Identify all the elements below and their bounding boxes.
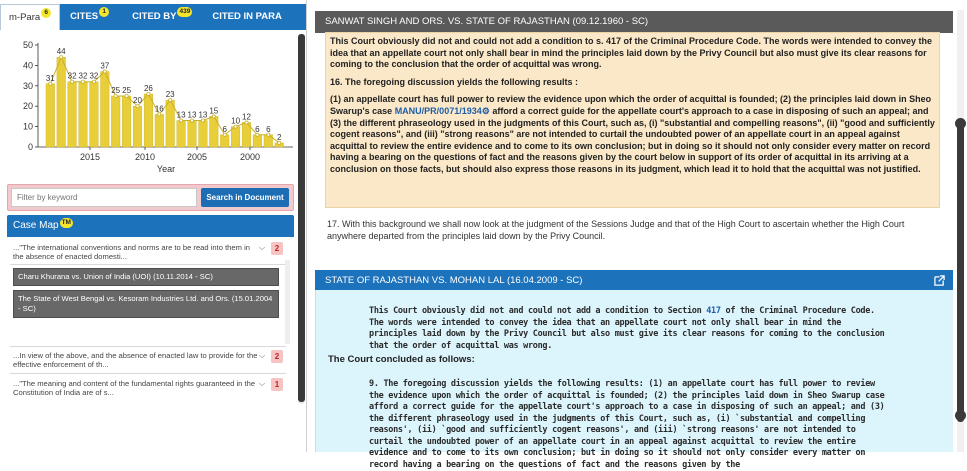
paragraph-17: 17. With this background we shall now look at the judgment of the Sessions Judge and that of the High Court to ascertain whether the High Court anywhere departed from the principles laid down by the Privy Council. xyxy=(327,219,905,241)
bar xyxy=(68,82,77,147)
tab-m-para[interactable] xyxy=(0,4,60,30)
paragraph-text: This Court obviously did not and could not add a condition to Section xyxy=(369,306,707,316)
left-scrollbar-thumb[interactable] xyxy=(298,34,305,402)
divider xyxy=(10,264,286,265)
data-label: 16 xyxy=(154,104,164,114)
y-tick-label: 50 xyxy=(22,40,33,50)
chevron-down-icon[interactable]: ⌵ xyxy=(259,379,266,388)
case-map-header[interactable] xyxy=(7,215,294,237)
bar xyxy=(231,127,240,147)
divider xyxy=(10,373,286,374)
tab-cites[interactable] xyxy=(60,4,117,30)
data-label: 13 xyxy=(198,110,208,120)
x-tick-label: 2015 xyxy=(79,152,101,162)
right-scrollbar[interactable] xyxy=(957,10,964,452)
tab-cited-by[interactable] xyxy=(117,4,200,30)
case-map-item-count: 2 xyxy=(271,242,283,255)
tab-bar xyxy=(0,4,306,30)
tab-cited-by-label: CITED BY xyxy=(132,11,177,22)
bar xyxy=(199,120,208,147)
scroll-knob-bottom[interactable] xyxy=(955,410,966,421)
chevron-down-icon[interactable]: ⌵ xyxy=(259,351,266,360)
data-label: 32 xyxy=(78,71,88,81)
tab-m-para-badge: 6 xyxy=(41,8,51,18)
case-map-item-text: ..."The international conventions and norms are to be read into them in the absence of enacted domesti... xyxy=(13,243,250,261)
bar xyxy=(177,120,186,147)
section-title: STATE OF RAJASTHAN VS. MOHAN LAL (16.04.2009 - SC) xyxy=(325,275,583,286)
bar xyxy=(144,94,153,147)
court-concluded-label: The Court concluded as follows: xyxy=(328,354,475,365)
bar xyxy=(133,106,142,147)
case-map-case-1[interactable]: Charu Khurana vs. Union of India (UOI) (10.11.2014 - SC) xyxy=(13,268,279,286)
bar xyxy=(57,57,66,147)
bar xyxy=(101,72,110,147)
bar xyxy=(111,96,120,147)
bar xyxy=(90,82,99,147)
paragraph xyxy=(330,94,935,175)
bar xyxy=(155,114,164,147)
y-tick-label: 40 xyxy=(22,60,33,71)
highlighted-paragraph xyxy=(325,32,940,208)
bar xyxy=(188,120,197,147)
right-scrollbar-thumb[interactable] xyxy=(957,122,964,422)
data-label: 6 xyxy=(222,124,227,134)
data-label: 2 xyxy=(276,132,282,142)
divider xyxy=(10,346,286,347)
paragraph-text: afford a correct guide for the appellate court's approach to a case in disposing of such an appeal; and (3) the different phraseology used in the judgments of this Court, such as, (i) "substantial and compelling reasons", (ii) "good and sufficiently cogent reasons", and (iii) "strong reasons" are not intended to curtail the undoubted power of an appellate court in an appeal against acquittal to review the entire evidence and to come to its own conclusion; but in doing so it should not only consider every matter on record having a bearing on the questions of fact and the reasons given by the court below in support of its order of acquittal in its arriving at a conclusion on those facts, but should also express those reasons in its judgment, which lead it to hold that the acquittal was not justified. xyxy=(330,105,935,174)
paragraph: This Court obviously did not and could not add a condition to s. 417 of the Criminal Procedure Code. The words were intended to convey the idea that an appellate court not only shall bear in mind the principles laid down by the Privy Council but also must give its clear reasons for coming to the conclusion that the order of acquittal was wrong. xyxy=(330,36,933,70)
y-tick-label: 20 xyxy=(22,101,33,112)
filter-bar xyxy=(7,184,294,211)
case-map-item-text: ...In view of the above, and the absence of enacted law to provide for the effective enforcement of th... xyxy=(13,351,258,369)
y-tick-label: 30 xyxy=(22,80,33,91)
x-tick-label: 2000 xyxy=(239,152,261,162)
filter-keyword-input[interactable] xyxy=(11,188,197,207)
bar xyxy=(166,100,175,147)
data-label: 13 xyxy=(176,110,186,120)
case-map-item-text: ..."The meaning and content of the fundamental rights guaranteed in the Constitution of India are of s... xyxy=(13,379,256,397)
data-label: 6 xyxy=(266,124,271,134)
data-label: 25 xyxy=(122,86,132,95)
bar xyxy=(79,82,88,147)
data-label: 20 xyxy=(133,96,142,106)
data-label: 25 xyxy=(111,86,121,95)
tab-cited-in-para-label: CITED IN PARA xyxy=(212,11,282,22)
case-map-title: Case Map xyxy=(13,220,59,231)
data-label: 6 xyxy=(255,124,260,134)
case-map-item-count: 2 xyxy=(271,350,283,363)
gear-icon[interactable]: ⚙ xyxy=(481,105,490,116)
data-label: 37 xyxy=(100,61,110,71)
right-panel xyxy=(315,0,967,470)
left-panel xyxy=(0,0,307,452)
section-title: SANWAT SINGH AND ORS. VS. STATE OF RAJASTHAN (09.12.1960 - SC) xyxy=(325,16,649,27)
external-link-icon[interactable] xyxy=(934,275,945,286)
section-417-link[interactable]: 417 xyxy=(706,306,721,316)
chevron-down-icon[interactable]: ⌵ xyxy=(259,243,266,252)
x-axis-label: Year xyxy=(156,164,176,174)
cited-excerpt-box xyxy=(315,290,953,470)
paragraph: 16. The foregoing discussion yields the following results : xyxy=(330,76,579,87)
x-tick-label: 2010 xyxy=(134,152,156,162)
x-tick-label: 2005 xyxy=(186,152,208,162)
citations-chart xyxy=(0,32,298,182)
paragraph-text: (1) an appellate court has full power to review the evidence upon which the order of acquittal is founded; (2) the principles laid down in Sheo Swarup's case xyxy=(330,94,932,116)
bar xyxy=(122,96,131,147)
data-label: 12 xyxy=(242,112,251,122)
data-label: 23 xyxy=(165,90,175,100)
data-label: 13 xyxy=(187,110,197,120)
citation-link[interactable]: MANU/PR/0071/1934 xyxy=(394,105,482,116)
quoted-paragraph: 9. The foregoing discussion yields the following results: (1) an appellate court has full power to review the evidence upon which the order of acquittal is founded; (2) the principles laid down in Sheo Swarup case afford a correct guide for the appellate court's approach to a case in disposing of such an appeal; and (3) the different phraseology used in the judgments of this Court, such as, (i) `substantial and compelling reasons', (ii) `good and sufficiently cogent reasons', and (iii) `strong reasons' are not intended to curtail the undoubted power of an appellate court in an appeal against acquittal to review the entire evidence and to come to its own conclusion; but in doing so it should not only consider every matter on record having a bearing on the questions of fact and the reasons given by the xyxy=(369,379,885,470)
data-label: 10 xyxy=(231,116,241,126)
tab-m-para-label: m-Para xyxy=(9,12,41,23)
tab-cited-by-badge: 439 xyxy=(179,8,191,15)
tab-cites-badge: 1 xyxy=(99,7,109,17)
paragraph-text: of the Criminal Procedure Code. The words were intended to convey the idea that an appellate court not only shall bear in mind the principles laid down by the Privy Council but also must give its clear reasons for coming to the conclusion that the order of acquittal was wrong. xyxy=(369,306,885,351)
tab-cited-in-para[interactable] xyxy=(200,4,290,30)
left-scrollbar[interactable] xyxy=(298,34,305,404)
section-header-mohan-lal[interactable] xyxy=(315,270,953,292)
data-label: 31 xyxy=(45,73,55,83)
data-label: 32 xyxy=(67,71,77,81)
data-label: 15 xyxy=(209,106,219,116)
quoted-paragraph xyxy=(369,306,890,352)
data-label: 26 xyxy=(143,83,153,93)
search-in-document-button[interactable]: Search in Document xyxy=(201,188,289,207)
data-label: 32 xyxy=(89,71,99,81)
section-header-sanwat-singh[interactable] xyxy=(315,11,953,33)
case-map-item-count: 1 xyxy=(271,378,283,391)
case-map-scrollbar[interactable] xyxy=(285,260,290,344)
case-map-badge: TM xyxy=(61,219,71,226)
case-map-case-2[interactable]: The State of West Bengal vs. Kesoram Industries Ltd. and Ors. (15.01.2004 - SC) xyxy=(13,290,279,318)
tab-cites-label: CITES xyxy=(70,11,99,22)
data-label: 44 xyxy=(56,47,66,57)
y-tick-label: 10 xyxy=(22,121,33,132)
bar xyxy=(46,84,55,147)
y-tick-label: 0 xyxy=(27,142,33,152)
